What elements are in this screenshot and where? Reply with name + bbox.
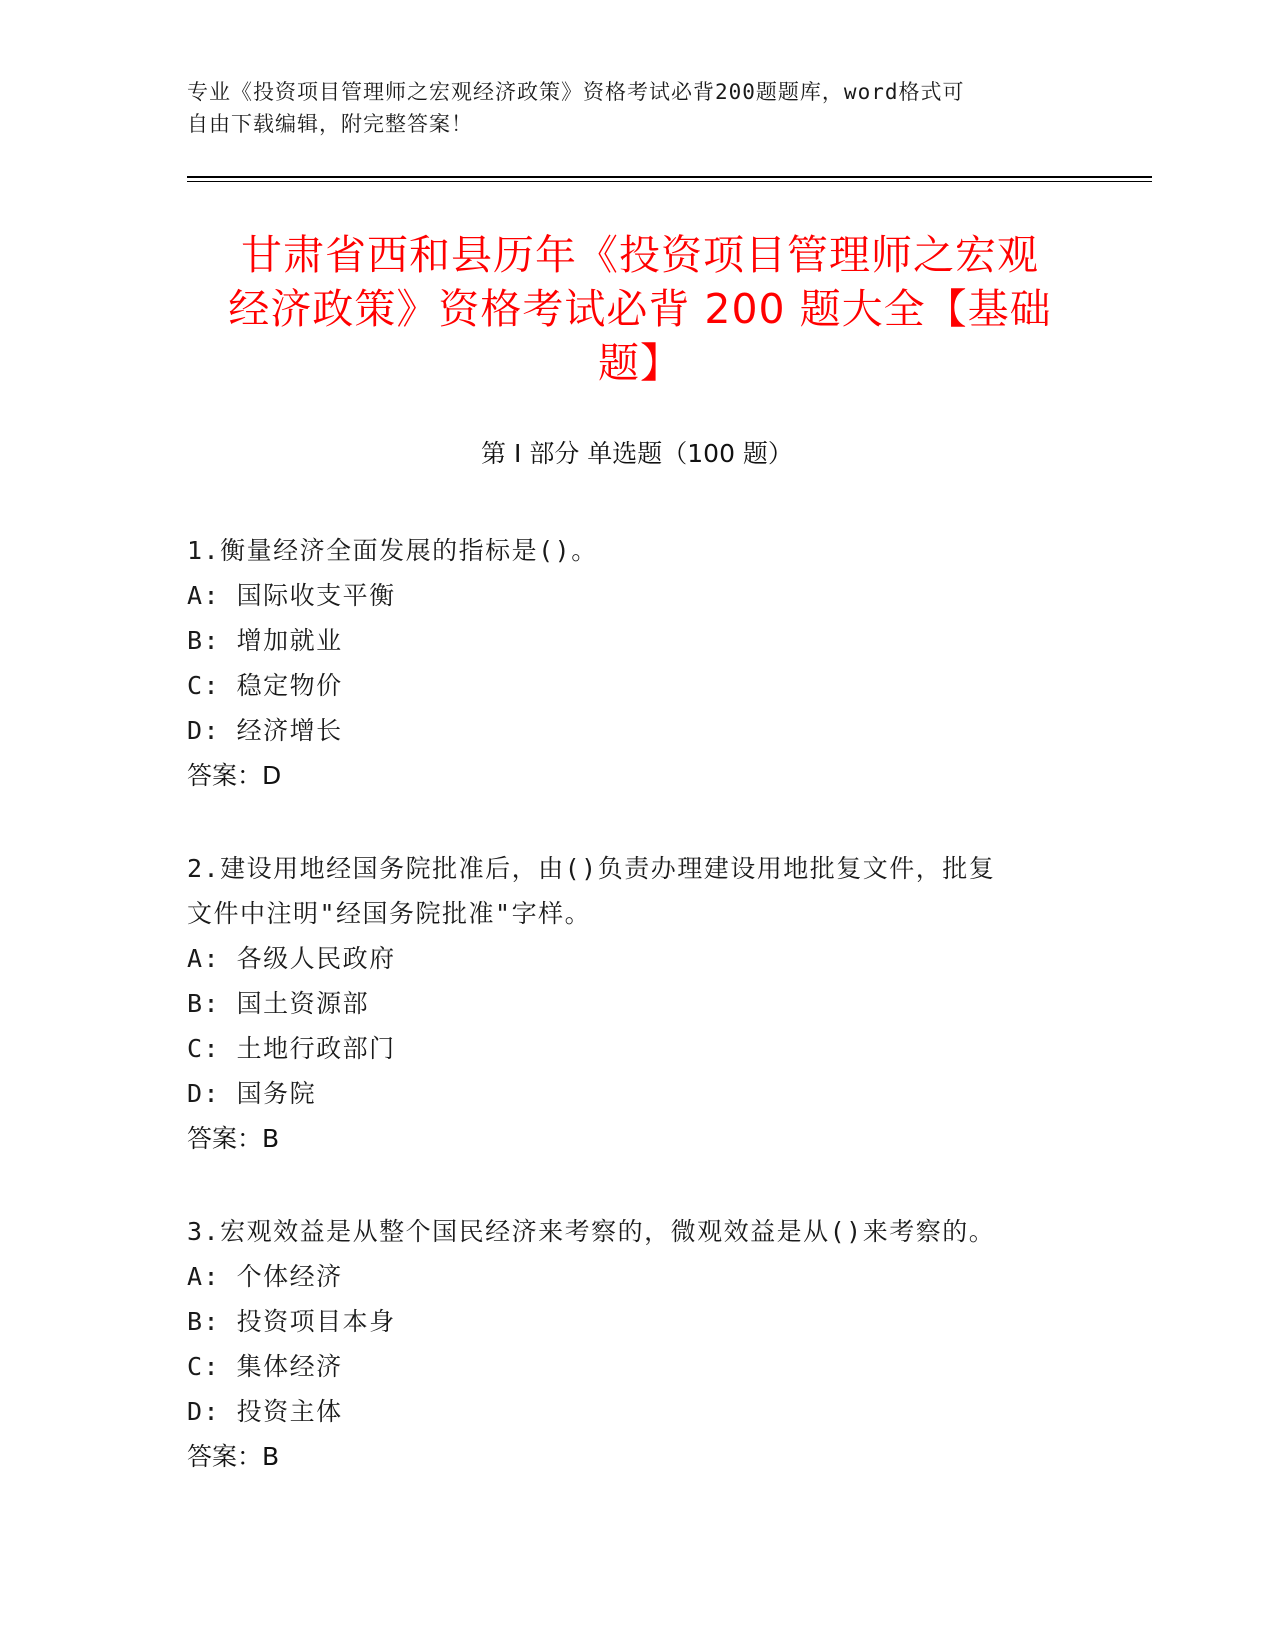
header-note-line-1: 专业《投资项目管理师之宏观经济政策》资格考试必背200题题库，word格式可 xyxy=(187,80,965,104)
document-title xyxy=(180,228,1100,390)
header-note xyxy=(187,76,1067,140)
option-a: A: 各级人民政府 xyxy=(187,944,396,973)
option-a: A: 国际收支平衡 xyxy=(187,581,396,610)
option-d: D: 经济增长 xyxy=(187,716,343,745)
option-d: D: 投资主体 xyxy=(187,1397,343,1426)
answer: 答案：D xyxy=(187,761,282,790)
answer: 答案：B xyxy=(187,1124,280,1153)
option-c: C: 稳定物价 xyxy=(187,671,343,700)
option-c: C: 土地行政部门 xyxy=(187,1034,396,1063)
question-stem: 3.宏观效益是从整个国民经济来考察的，微观效益是从()来考察的。 xyxy=(187,1217,996,1246)
question-1 xyxy=(187,528,1067,798)
question-stem: 1.衡量经济全面发展的指标是()。 xyxy=(187,536,598,565)
header-divider-thick xyxy=(187,176,1152,178)
document-title-line-2: 经济政策》资格考试必背 200 题大全【基础 xyxy=(228,285,1052,333)
option-a: A: 个体经济 xyxy=(187,1262,343,1291)
option-b: B: 投资项目本身 xyxy=(187,1307,396,1336)
document-title-line-1: 甘肃省西和县历年《投资项目管理师之宏观 xyxy=(241,231,1039,279)
option-b: B: 增加就业 xyxy=(187,626,343,655)
question-stem: 2.建设用地经国务院批准后，由()负责办理建设用地批复文件，批复 xyxy=(187,854,996,883)
document-title-line-3: 题】 xyxy=(598,339,682,387)
header-note-line-2: 自由下载编辑，附完整答案！ xyxy=(187,112,473,136)
section-heading: 第 I 部分 单选题（100 题） xyxy=(481,439,793,468)
option-b: B: 国土资源部 xyxy=(187,989,370,1018)
option-c: C: 集体经济 xyxy=(187,1352,343,1381)
header-divider-thin xyxy=(187,181,1152,182)
question-stem-continued: 文件中注明"经国务院批准"字样。 xyxy=(187,899,592,928)
answer: 答案：B xyxy=(187,1442,280,1471)
question-2 xyxy=(187,846,1067,1161)
question-3 xyxy=(187,1209,1067,1479)
option-d: D: 国务院 xyxy=(187,1079,317,1108)
question-list xyxy=(187,528,1067,1527)
